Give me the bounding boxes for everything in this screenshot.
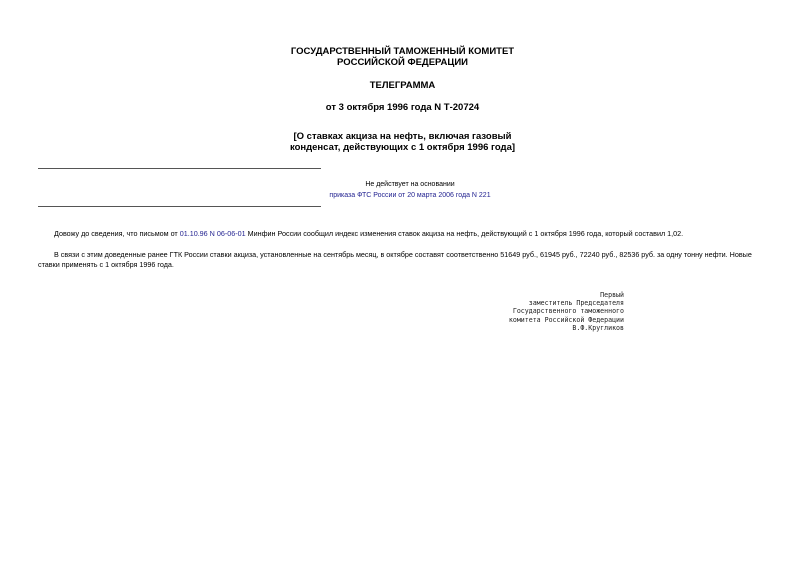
status-order-link[interactable]: приказа ФТС России от 20 марта 2006 года N 221 xyxy=(329,192,491,199)
paragraph-1-text-before: Довожу до сведения, что письмом от xyxy=(54,229,180,238)
document-type: ТЕЛЕГРАММА xyxy=(369,80,436,91)
signature-name: В.Ф.Кругликов xyxy=(572,323,624,332)
signature-line3: Государственного таможенного xyxy=(512,307,624,316)
signature-line4: комитета Российской Федерации xyxy=(508,315,624,324)
status-text: Не действует на основании xyxy=(365,181,455,188)
divider-bottom xyxy=(38,206,321,207)
signature-line2: заместитель Председателя xyxy=(528,299,624,308)
signature-block xyxy=(470,291,624,332)
status-notice xyxy=(300,180,520,200)
paragraph-1-text-after: Минфин России сообщил индекс изменения ставок акциза на нефть, действующий с 1 октября 1996 года, который составил 1,02. xyxy=(245,229,684,238)
document-header xyxy=(235,46,570,68)
document-subject xyxy=(235,131,570,153)
letter-reference-link[interactable]: 01.10.96 N 06-06-01 xyxy=(179,229,246,238)
paragraph-2: В связи с этим доведенные ранее ГТК России ставки акциза, установленные на сентябрь месяц, в октябре составят соответственно 51649 руб., 61945 руб., 72240 руб., 82536 руб. за одну тонну нефти. Новые ставки применять с 1 октября 1996 года. xyxy=(38,250,752,269)
signature-line1: Первый xyxy=(600,291,624,299)
subject-line2: конденсат, действующих с 1 октября 1996 года] xyxy=(289,142,516,153)
agency-name-line1: ГОСУДАРСТВЕННЫЙ ТАМОЖЕННЫЙ КОМИТЕТ xyxy=(290,46,515,57)
subject-line1: [О ставках акциза на нефть, включая газовый xyxy=(293,131,512,142)
document-date-number: от 3 октября 1996 года N Т-20724 xyxy=(325,102,480,113)
agency-name-line2: РОССИЙСКОЙ ФЕДЕРАЦИИ xyxy=(336,57,468,68)
paragraph-1 xyxy=(38,229,773,239)
divider-top xyxy=(38,168,321,169)
